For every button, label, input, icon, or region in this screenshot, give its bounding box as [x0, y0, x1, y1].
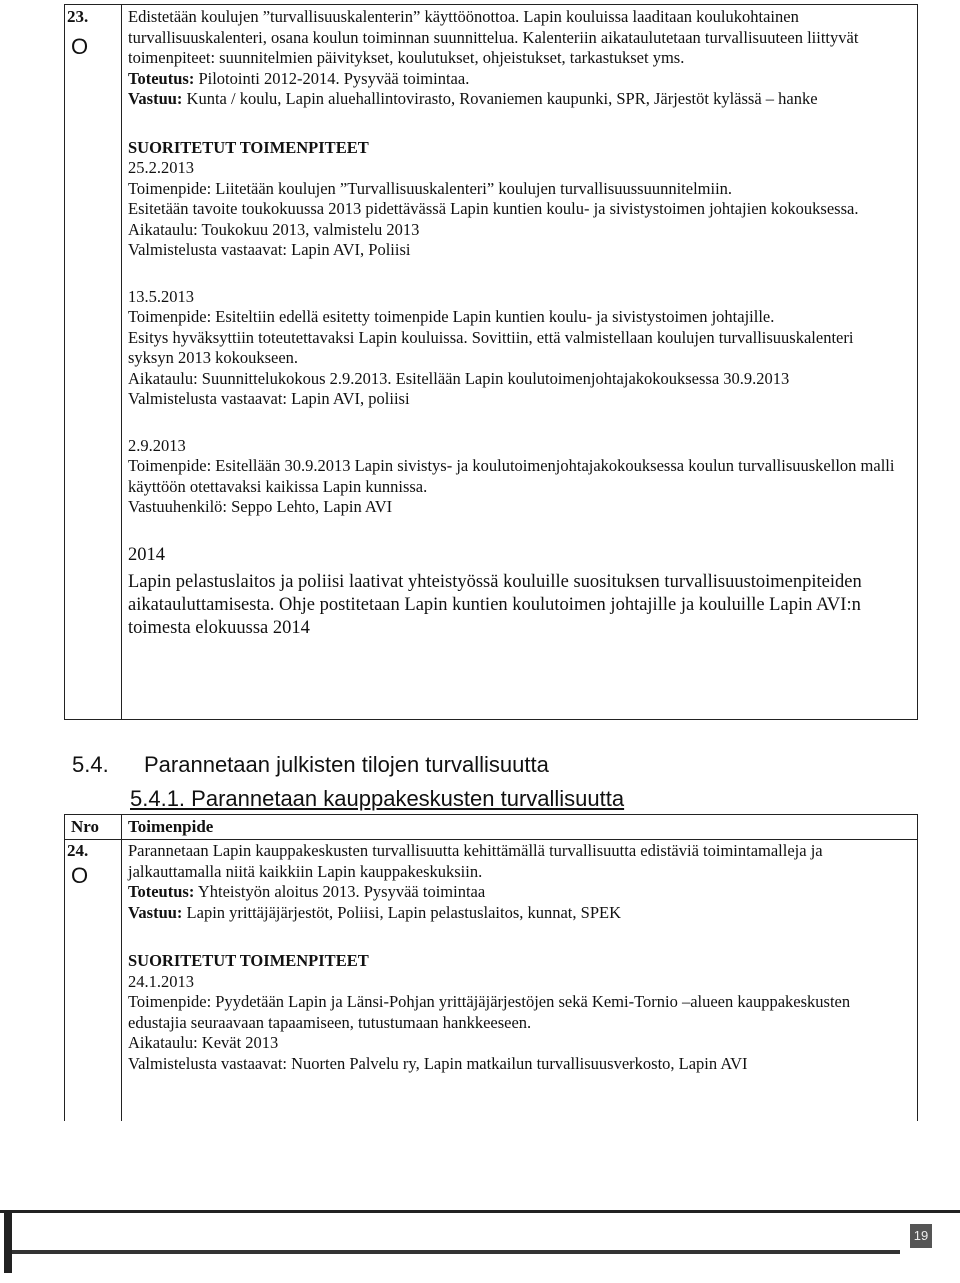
column-header-action: Toimenpide — [128, 817, 214, 836]
entry-responsible: Valmistelusta vastaavat: Lapin AVI, poliisi — [128, 389, 410, 408]
entry-responsible: Valmistelusta vastaavat: Nuorten Palvelu ry, Lapin matkailun turvallisuusverkosto, Lapin AVI — [128, 1053, 748, 1073]
entry-date: 24.1.2013 — [128, 971, 194, 991]
item-24-content — [128, 841, 900, 1074]
toteutus-value: Pilotointi 2012-2014. Pysyvää toimintaa. — [198, 68, 470, 88]
toteutus-value: Yhteistyön aloitus 2013. Pysyvää toimintaa — [197, 882, 486, 901]
entry-schedule: Aikataulu: Suunnittelukokous 2.9.2013. Esitellään Lapin koulutoimenjohtajakokouksessa 30.9.2013 — [128, 368, 790, 388]
item-number: 24. — [67, 841, 89, 860]
item-number: 23. — [67, 7, 89, 26]
measure-description: Edistetään koulujen ”turvallisuuskalenterin” käyttöönottoa. Lapin kouluissa laaditaan koulukohtainen turvallisuuskalenteri, osana koulun toiminnan suunnittelua. Kalenteriin aikataulutetaan turvallisuuteen liittyvät toimenpiteet: suunnitelmien päivitykset, koulutukset, ohjeistukset, tarkastukset yms. — [128, 7, 859, 67]
entry-action: Toimenpide: Liitetään koulujen ”Turvallisuuskalenteri” koulujen turvallisuussuunnitelmiin. — [128, 178, 733, 198]
entry-year: 2014 — [128, 544, 165, 565]
section-title: Parannetaan julkisten tilojen turvallisuutta — [144, 752, 549, 777]
toteutus-line — [128, 882, 900, 903]
footer-rule — [0, 1210, 960, 1213]
page-number: 19 — [910, 1224, 932, 1248]
measure-description: Parannetaan Lapin kauppakeskusten turvallisuutta kehittämällä turvallisuutta edistäviä toimintamalleja ja jalkauttamalla niitä kaikkiin Lapin kauppakeskuksiin. — [128, 841, 823, 881]
page-footer — [0, 1188, 960, 1283]
vastuu-value: Kunta / koulu, Lapin aluehallintovirasto, Rovaniemen kaupunki, SPR, Järjestöt kylässä – hanke — [186, 89, 818, 108]
entry-action: Toimenpide: Esitellään 30.9.2013 Lapin sivistys- ja koulutoimenjohtajakokouksessa koulun turvallisuuskellon malli käyttöön otettavaksi kaikissa Lapin kunnissa. — [128, 456, 895, 496]
footer-left-mark — [4, 1213, 12, 1273]
vastuu-label: Vastuu: — [128, 902, 183, 922]
entry-result: Esitys hyväksyttiin toteutettavaksi Lapin kouluissa. Sovittiin, että valmistellaan koulujen turvallisuuskalenteri syksyn 2013 kokoukseen. — [128, 327, 854, 367]
entry-schedule: Aikataulu: Toukokuu 2013, valmistelu 2013 — [128, 219, 420, 239]
column-header-number: Nro — [71, 817, 100, 836]
header-divider — [65, 839, 917, 840]
column-divider — [121, 815, 122, 1121]
entry-responsible: Valmistelusta vastaavat: Lapin AVI, Poliisi — [128, 240, 411, 259]
column-divider — [121, 5, 122, 719]
circle-marker: O — [71, 34, 89, 59]
completed-actions-heading: SUORITETUT TOIMENPITEET — [128, 137, 369, 157]
entry-contact: Vastuuhenkilö: Seppo Lehto, Lapin AVI — [128, 497, 393, 516]
section-number: 5.4. — [72, 752, 109, 777]
entry-action: Toimenpide: Pyydetään Lapin ja Länsi-Pohjan yrittäjäjärjestöjen sekä Kemi-Tornio –alueen kauppakeskusten edustajia seuraavaan tapaamiseen, tutustumaan hankkeeseen. — [128, 992, 851, 1032]
entry-date: 2.9.2013 — [128, 435, 186, 455]
toteutus-line — [128, 69, 900, 90]
entry-date: 13.5.2013 — [128, 286, 194, 306]
item-23-table — [64, 4, 918, 720]
vastuu-line — [128, 903, 900, 924]
entry-text: Lapin pelastuslaitos ja poliisi laativat yhteistyössä kouluille suosituksen turvallisuustoimenpiteiden aikatauluttamisesta. Ohje postitetaan Lapin kuntien koulutoimen johtajille ja kouluille Lapin AVI:n toimesta elokuussa 2014 — [128, 571, 862, 638]
item-23-content — [128, 7, 900, 640]
toteutus-label: Toteutus: — [128, 68, 195, 88]
vastuu-label: Vastuu: — [128, 89, 183, 108]
toteutus-label: Toteutus: — [128, 882, 195, 901]
completed-actions-heading: SUORITETUT TOIMENPITEET — [128, 951, 369, 970]
entry-schedule: Aikataulu: Kevät 2013 — [128, 1033, 279, 1052]
circle-marker: O — [71, 863, 89, 888]
vastuu-value: Lapin yrittäjäjärjestöt, Poliisi, Lapin pelastuslaitos, kunnat, SPEK — [186, 902, 621, 922]
entry-action: Toimenpide: Esiteltiin edellä esitetty toimenpide Lapin kuntien koulu- ja sivistystoimen johtajille. — [128, 307, 775, 326]
entry-date: 25.2.2013 — [128, 158, 194, 177]
vastuu-line — [128, 89, 900, 110]
subsection-title: 5.4.1. Parannetaan kauppakeskusten turvallisuutta — [130, 786, 625, 811]
footer-bottom-rule — [12, 1250, 900, 1254]
item-24-table — [64, 814, 918, 1121]
entry-goal: Esitetään tavoite toukokuussa 2013 pidettävässä Lapin kuntien koulu- ja sivistystoimen johtajien kokouksessa. — [128, 199, 859, 218]
